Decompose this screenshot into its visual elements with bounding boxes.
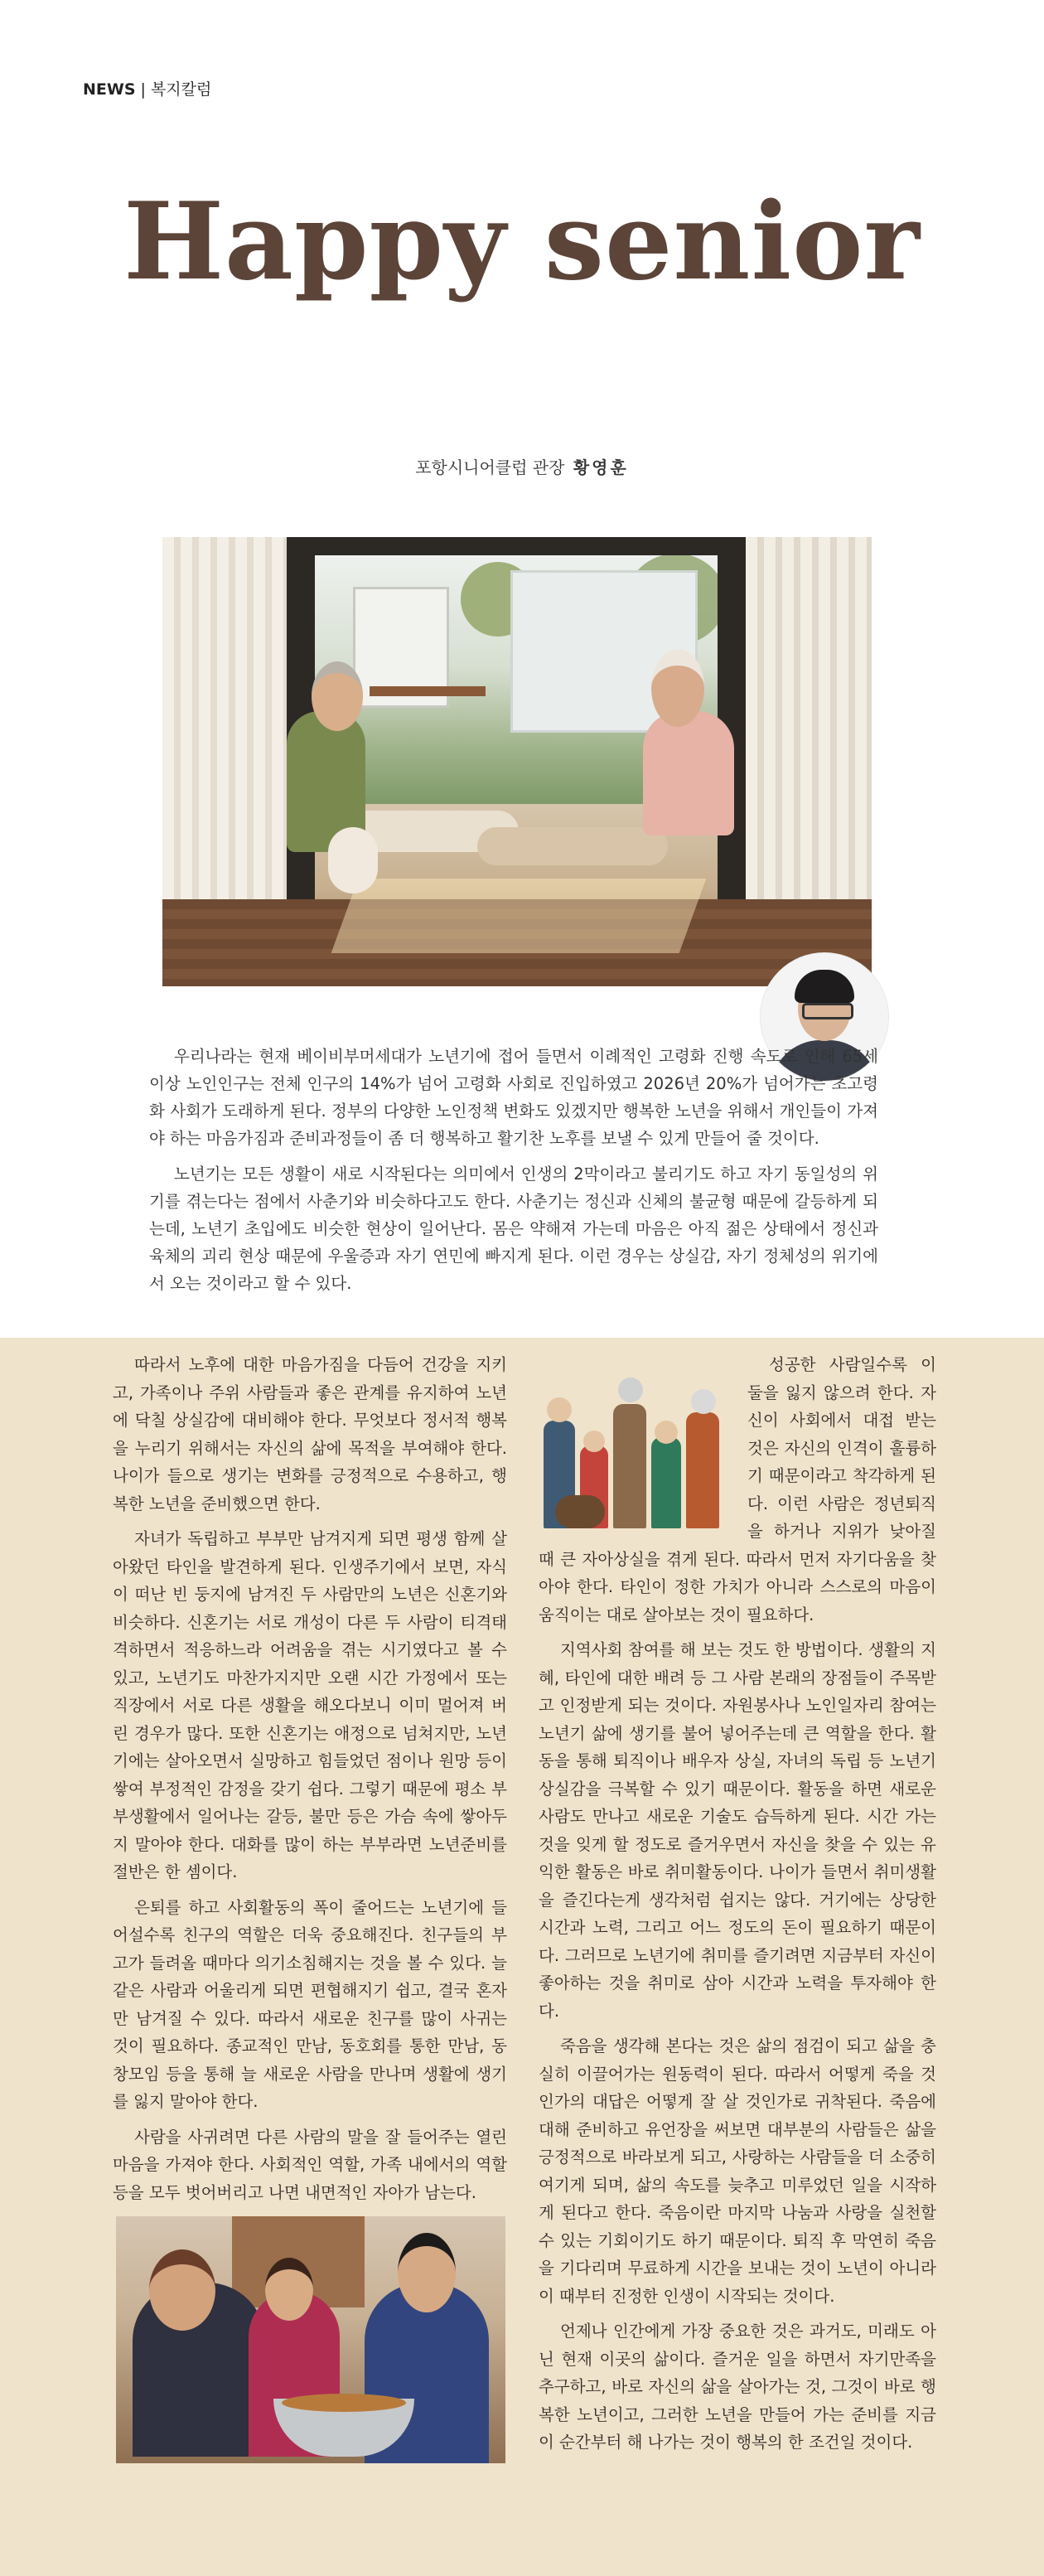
body-paragraph: 은퇴를 하고 사회활동의 폭이 줄어드는 노년기에 들어설수록 친구의 역할은 더욱 중요해진다. 친구들의 부고가 들려올 때마다 의기소침해지는 것을 볼 수 있다. 늘 같은 사람과 어울리게 되면 편협해지기 쉽고, 결국 혼자만 남겨질 수 있다. 따라서 새로운 친구를 많이 사귀는 것이 필요하다. 종교적인 만남, 동호회를 통한 만남, 동창모임 등을 통해 늘 새로운 사람을 만나며 생활에 생기를 잃지 말아야 한다. xyxy=(113,1897,507,2111)
section-separator: | xyxy=(140,80,146,99)
body-paragraph: 지역사회 참여를 해 보는 것도 한 방법이다. 생활의 지혜, 타인에 대한 배려 등 그 사람 본래의 장점들이 주목받고 인정받게 되는 것이다. 자원봉사나 노인일자리 참여는 노년기 삶에 생기를 불어 넣어주는데 큰 역할을 한다. 활동을 통해 퇴직이나 배우자 상실, 자녀의 독립 등 노년기 상실감을 극복할 수 있기 때문이다. 활동을 하면 새로운 사람도 만나고 새로운 기술도 습득하게 된다. 시간 가는 것을 잊게 할 정도로 즐거우면서 자신을 찾을 수 있는 유익한 활동은 바로 취미활동이다. 나이가 들면서 취미생활을 즐긴다는게 생각처럼 쉽지는 않다. 거기에는 상당한 시간과 노력, 그리고 어느 정도의 돈이 필요하기 때문이다. 그러므로 노년기에 취미를 즐기려면 지금부터 자신이 좋아하는 것을 취미로 삼아 시간과 노력을 투자해야 한다. xyxy=(539,1640,936,2021)
body-paragraph: 사람을 사귀려면 다른 사람의 말을 잘 들어주는 열린 마음을 가져야 한다. 사회적인 역할, 가족 내에서의 역할 등을 모두 벗어버리고 나면 내면적인 자아가 남는다. xyxy=(113,2127,507,2202)
author-affiliation: 포항시니어클럽 관장 xyxy=(415,458,565,477)
body-paragraph: 성공한 사람일수록 이 둘을 잃지 않으려 한다. 자신이 사회에서 대접 받는 것은 자신의 인격이 훌륭하기 때문이라고 착각하게 된다. 이런 사람은 정년퇴직을 하거나 지위가 낮아질 때 큰 자아상실을 겪게 된다. 따라서 먼저 자기다움을 찾아야 한다. 타인이 정한 가치가 아니라 스스로의 마음이 움직이는 대로 살아보는 것이 필요하다. xyxy=(539,1355,936,1625)
body-paragraph: 자녀가 독립하고 부부만 남겨지게 되면 평생 함께 살아왔던 타인을 발견하게 된다. 인생주기에서 보면, 자식이 떠난 빈 둥지에 남겨진 두 사람만의 노년은 신혼기와 비슷하다. 신혼기는 서로 개성이 다른 두 사람이 티격태격하면서 적응하느라 어려움을 겪는 시기였다고 볼 수 있고, 노년기도 마찬가지지만 오랜 시간 가정에서 또는 직장에서 서로 다른 생활을 해오다보니 이미 멀어져 버린 경우가 많다. 또한 신혼기는 애정으로 넘쳐지만, 노년기에는 살아오면서 실망하고 힘들었던 점이나 원망 등이 쌓여 부정적인 감정을 갖기 쉽다. 그렇기 때문에 평소 부부생활에서 일어나는 갈등, 불만 등은 가슴 속에 쌓아두지 말아야 한다. 대화를 많이 하는 부부라면 노년준비를 절반은 한 셈이다. xyxy=(113,1529,507,1881)
category-label: 복지칼럼 xyxy=(150,80,212,99)
dog-figure xyxy=(328,827,378,893)
intro-paragraph: 노년기는 모든 생활이 새로 시작된다는 의미에서 인생의 2막이라고 불리기도 하고 자기 동일성의 위기를 겪는다는 점에서 사춘기와 비슷하다고도 한다. 사춘기는 정신과 신체의 불균형 때문에 갈등하게 되는데, 노년기 초입에도 비슷한 현상이 일어난다. 몸은 약해져 가는데 마음은 아직 젊은 상태에서 정신과 육체의 괴리 현상 때문에 우울증과 자기 연민에 빠지게 된다. 이런 경우는 상실감, 자기 정체성의 위기에서 오는 것이라고 할 수 있다. xyxy=(149,1165,878,1293)
community-meal-photo xyxy=(116,2216,505,2463)
byline xyxy=(0,454,1044,478)
section-header xyxy=(83,77,211,99)
author-name: 황영훈 xyxy=(573,458,629,477)
family-illustration xyxy=(539,1363,737,1528)
body-paragraph: 언제나 인간에게 가장 중요한 것은 과거도, 미래도 아닌 현재 이곳의 삶이다. 즐거운 일을 하면서 자기만족을 추구하고, 바로 자신의 삶을 살아가는 것, 그것이 바로 행복한 노년이고, 그러한 노년을 만들어 가는 준비를 지금 이 순간부터 해 나가는 것이 행복의 한 조건일 것이다. xyxy=(539,2322,936,2452)
body-paragraph: 따라서 노후에 대한 마음가짐을 다듬어 건강을 지키고, 가족이나 주위 사람들과 좋은 관계를 유지하여 노년에 닥칠 상실감에 대비해야 한다. 무엇보다 정서적 행복을 누리기 위해서는 자신의 삶에 목적을 부여해야 한다. 나이가 들으로 생기는 변화를 긍정적으로 수용하고, 행복한 노년을 준비했으면 한다. xyxy=(113,1355,507,1513)
intro-text xyxy=(149,1043,878,1305)
hero-photo-senior-couple xyxy=(162,537,872,986)
left-column xyxy=(113,1351,507,2214)
page-title: Happy senior xyxy=(123,180,921,304)
body-paragraph: 죽음을 생각해 본다는 것은 삶의 점검이 되고 삶을 충실히 이끌어가는 원동력이 된다. 따라서 어떻게 죽을 것인가의 대답은 어떻게 잘 살 것인가로 귀착된다. 죽음에 대해 준비하고 유언장을 써보면 대부분의 사람들은 삶을 긍정적으로 바라보게 되고, 사랑하는 사람들을 더 소중히 여기게 되며, 삶의 속도를 늦추고 미루었던 일을 시작하게 된다고 한다. 죽음이란 마지막 나눔과 사랑을 실천할 수 있는 기회이기도 하기 때문이다. 퇴직 후 막연히 죽음을 기다리며 무료하게 시간을 보내는 것이 노년이 아니라 이 때부터 진정한 인생이 시작되는 것이다. xyxy=(539,2036,936,2306)
section-label: NEWS xyxy=(83,80,136,99)
intro-paragraph: 우리나라는 현재 베이비부머세대가 노년기에 접어 들면서 이례적인 고령화 진행 속도로 인해 65세 이상 노인인구는 전체 인구의 14%가 넘어 고령화 사회로 진입하였고 2026년 20%가 넘어가는 초고령화 사회가 도래하게 된다. 정부의 다양한 노인정책 변화도 있겠지만 행복한 노년을 위해서 개인들이 가져야 하는 마음가짐과 준비과정들이 좀 더 행복하고 활기찬 노후를 보낼 수 있게 만들어 줄 것이다. xyxy=(149,1047,878,1148)
right-column xyxy=(539,1351,936,2464)
